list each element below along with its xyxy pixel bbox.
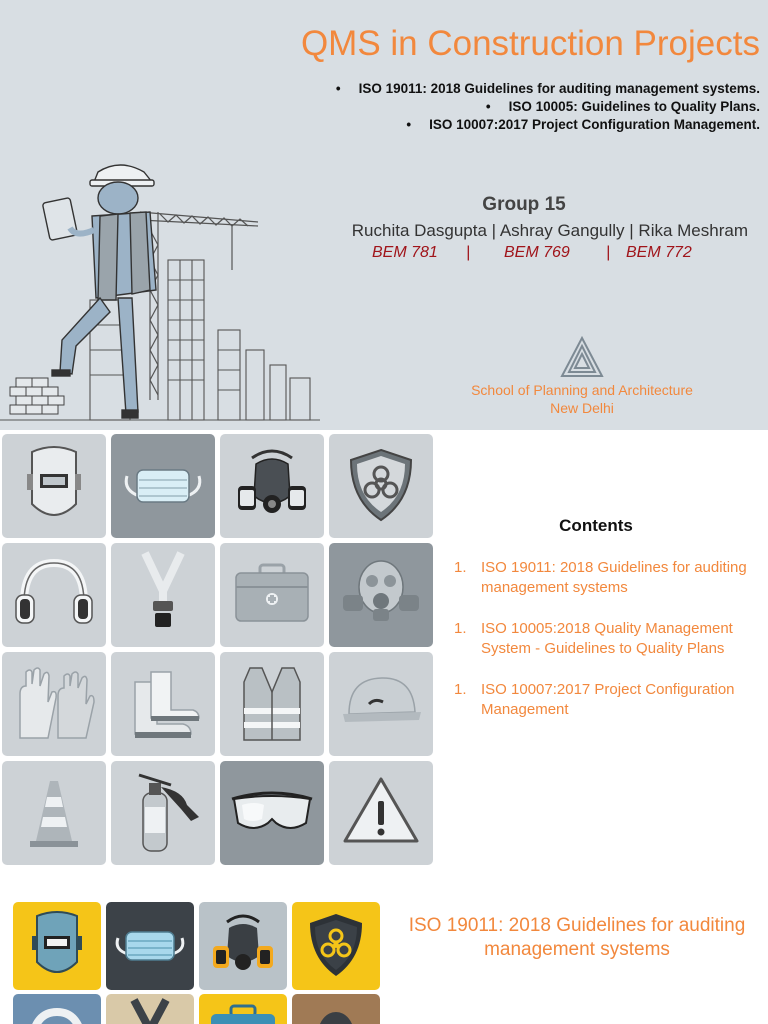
school-name: [452, 381, 712, 417]
bullet-iso-10007: • ISO 10007:2017 Project Configuration Management.: [336, 116, 760, 134]
id-separator: |: [466, 244, 471, 261]
contents-item-text: ISO 19011: 2018 Guidelines for auditing management systems: [481, 559, 747, 596]
first-aid-kit-tile: [220, 543, 324, 647]
gas-mask-icon: [292, 994, 380, 1024]
hard-hat-tile: [329, 652, 433, 756]
contents-item: [454, 558, 766, 598]
first-aid-kit-icon: [220, 543, 324, 647]
fire-extinguisher-icon: [111, 761, 215, 865]
safety-goggles-icon: [220, 761, 324, 865]
contents-item-text: ISO 10007:2017 Project Configuration Management: [481, 681, 735, 718]
contents-slide: [0, 430, 768, 870]
respirator-icon: [199, 902, 287, 990]
member-id: BEM 781: [372, 244, 438, 261]
fire-extinguisher-tile: [111, 761, 215, 865]
face-mask-tile: [106, 902, 194, 990]
safety-harness-tile: [111, 543, 215, 647]
respirator-tile: [220, 434, 324, 538]
title-slide: [0, 0, 768, 430]
biohazard-shield-icon: [329, 434, 433, 538]
welding-mask-tile: [2, 434, 106, 538]
iso-bullet-list: [336, 80, 760, 134]
bullet-iso-10005: • ISO 10005: Guidelines to Quality Plans.: [336, 98, 760, 116]
contents-item-number: 1.: [454, 559, 467, 576]
bullet-iso-19011: • ISO 19011: 2018 Guidelines for auditing management systems.: [336, 80, 760, 98]
safety-goggles-tile: [220, 761, 324, 865]
respirator-tile: [199, 902, 287, 990]
safety-boots-tile: [111, 652, 215, 756]
gas-mask-tile: [329, 543, 433, 647]
contents-heading: Contents: [559, 516, 633, 535]
group-label: Group 15: [482, 194, 566, 215]
safety-harness-icon: [111, 543, 215, 647]
school-name-line: School of Planning and Architecture: [471, 382, 693, 398]
spa-triangle-logo-icon: [560, 336, 604, 380]
first-aid-kit-icon: [199, 994, 287, 1024]
contents-item-number: 1.: [454, 681, 467, 698]
traffic-cone-tile: [2, 761, 106, 865]
welding-mask-icon: [13, 902, 101, 990]
biohazard-shield-tile: [329, 434, 433, 538]
ppe-icon-grid: [2, 434, 433, 865]
biohazard-shield-icon: [292, 902, 380, 990]
biohazard-shield-tile: [292, 902, 380, 990]
id-separator: |: [606, 244, 611, 261]
slide-title: QMS in Construction Projects: [300, 24, 760, 63]
face-mask-tile: [111, 434, 215, 538]
contents-item: [454, 619, 766, 659]
respirator-icon: [220, 434, 324, 538]
contents-list: [454, 558, 766, 741]
gloves-icon: [2, 652, 106, 756]
gas-mask-icon: [329, 543, 433, 647]
ear-muffs-tile: [2, 543, 106, 647]
welding-mask-tile: [13, 902, 101, 990]
warning-sign-tile: [329, 761, 433, 865]
safety-vest-tile: [220, 652, 324, 756]
member-ids: [372, 244, 692, 262]
warning-sign-icon: [329, 761, 433, 865]
school-city-line: New Delhi: [550, 400, 614, 416]
ear-muffs-tile: [13, 994, 101, 1024]
gas-mask-tile: [292, 994, 380, 1024]
safety-boots-icon: [111, 652, 215, 756]
gloves-tile: [2, 652, 106, 756]
hard-hat-icon: [329, 652, 433, 756]
face-mask-icon: [111, 434, 215, 538]
member-id: BEM 772: [626, 244, 692, 261]
safety-harness-tile: [106, 994, 194, 1024]
welding-mask-icon: [2, 434, 106, 538]
traffic-cone-icon: [2, 761, 106, 865]
first-aid-kit-tile: [199, 994, 287, 1024]
engineer-with-tablet-and-crane-illustration: [0, 150, 330, 430]
ear-muffs-icon: [2, 543, 106, 647]
safety-harness-icon: [106, 994, 194, 1024]
contents-item: [454, 680, 766, 720]
contents-item-text: ISO 10005:2018 Quality Management System - Guidelines to Quality Plans: [481, 620, 733, 657]
group-members: Ruchita Dasgupta | Ashray Gangully | Rika Meshram: [351, 221, 748, 240]
slide-title: ISO 19011: 2018 Guidelines for auditing management systems: [408, 915, 746, 960]
safety-vest-icon: [220, 652, 324, 756]
contents-item-number: 1.: [454, 620, 467, 637]
member-id: BEM 769: [504, 244, 570, 261]
ear-muffs-icon: [13, 994, 101, 1024]
face-mask-icon: [106, 902, 194, 990]
iso-19011-slide: [0, 892, 768, 1024]
